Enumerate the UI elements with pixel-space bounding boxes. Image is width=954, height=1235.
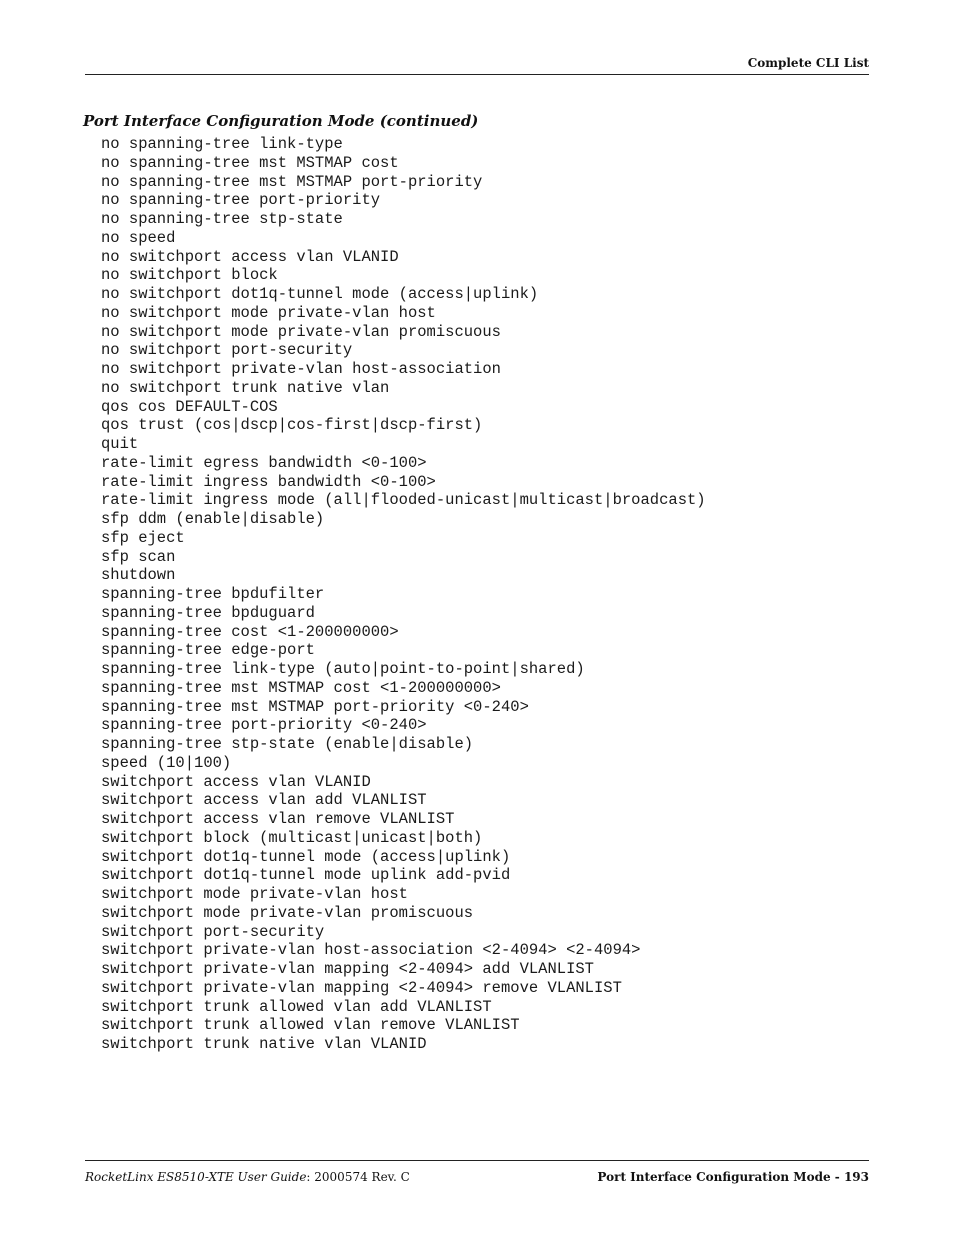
command-line: switchport dot1q-tunnel mode uplink add-pvid: [101, 866, 511, 885]
command-line: no switchport mode private-vlan host: [101, 303, 436, 322]
command-line: switchport mode private-vlan promiscuous: [101, 903, 474, 922]
command-line: spanning-tree edge-port: [101, 641, 315, 660]
running-header: Complete CLI List: [747, 56, 869, 70]
command-line: no switchport private-vlan host-association: [101, 360, 501, 378]
command-line: switchport port-security: [101, 922, 325, 941]
command-line: rate-limit ingress mode (all|flooded-unicast|multicast|broadcast): [101, 491, 706, 510]
command-line: no speed: [101, 228, 176, 247]
command-line: no spanning-tree mst MSTMAP port-priority: [101, 172, 483, 191]
header-rule: [85, 74, 869, 75]
command-line: spanning-tree stp-state (enable|disable): [101, 735, 474, 753]
command-line: quit: [101, 435, 139, 453]
command-line: spanning-tree mst MSTMAP cost <1-200000000>: [101, 678, 501, 697]
footer-rule: [85, 1160, 869, 1161]
command-line: qos cos DEFAULT-COS: [101, 397, 278, 416]
command-line: qos trust (cos|dscp|cos-first|dscp-first): [101, 416, 483, 435]
command-line: no switchport mode private-vlan promiscuous: [101, 322, 501, 341]
command-line: switchport block (multicast|unicast|both): [101, 828, 483, 847]
command-line: no switchport block: [101, 266, 278, 285]
command-line: switchport access vlan VLANID: [101, 772, 371, 791]
command-line: shutdown: [101, 566, 176, 585]
guide-title: RocketLinx ES8510-XTE User Guide: [85, 1170, 307, 1184]
page-label: Port Interface Configuration Mode - 193: [597, 1170, 869, 1184]
command-line: sfp ddm (enable|disable): [101, 510, 325, 528]
command-line: spanning-tree bpduguard: [101, 603, 315, 622]
command-line: speed (10|100): [101, 753, 232, 772]
command-line: no switchport dot1q-tunnel mode (access|uplink): [101, 285, 539, 303]
command-line: switchport private-vlan mapping <2-4094> remove VLANLIST: [101, 978, 622, 997]
command-line: no spanning-tree stp-state: [101, 210, 343, 228]
command-line: spanning-tree port-priority <0-240>: [101, 716, 427, 735]
command-line: switchport private-vlan mapping <2-4094> add VLANLIST: [101, 960, 594, 978]
command-list: [101, 135, 706, 1054]
command-line: sfp eject: [101, 528, 185, 547]
command-line: switchport private-vlan host-association <2-4094> <2-4094>: [101, 941, 641, 960]
command-line: no spanning-tree port-priority: [101, 191, 381, 210]
command-line: spanning-tree bpdufilter: [101, 585, 325, 603]
command-line: switchport access vlan remove VLANLIST: [101, 810, 455, 828]
command-line: spanning-tree link-type (auto|point-to-point|shared): [101, 660, 585, 678]
command-line: switchport access vlan add VLANLIST: [101, 791, 427, 810]
command-line: no switchport access vlan VLANID: [101, 247, 399, 266]
footer-doc-info: [85, 1169, 410, 1185]
command-line: spanning-tree mst MSTMAP port-priority <0-240>: [101, 697, 529, 716]
command-line: spanning-tree cost <1-200000000>: [101, 622, 399, 641]
doc-number: : 2000574 Rev. C: [306, 1170, 410, 1184]
command-line: no switchport trunk native vlan: [101, 378, 390, 397]
command-line: no switchport port-security: [101, 341, 353, 360]
command-line: switchport dot1q-tunnel mode (access|uplink): [101, 847, 511, 866]
command-line: no spanning-tree link-type: [101, 135, 343, 153]
command-line: switchport trunk allowed vlan remove VLANLIST: [101, 1016, 520, 1035]
command-line: rate-limit egress bandwidth <0-100>: [101, 453, 427, 472]
section-title: Port Interface Configuration Mode (continued): [83, 112, 479, 130]
command-line: rate-limit ingress bandwidth <0-100>: [101, 472, 436, 491]
command-line: switchport trunk allowed vlan add VLANLIST: [101, 997, 492, 1016]
command-line: sfp scan: [101, 547, 176, 566]
command-line: switchport mode private-vlan host: [101, 885, 408, 903]
command-line: switchport trunk native vlan VLANID: [101, 1035, 427, 1053]
command-line: no spanning-tree mst MSTMAP cost: [101, 153, 399, 172]
